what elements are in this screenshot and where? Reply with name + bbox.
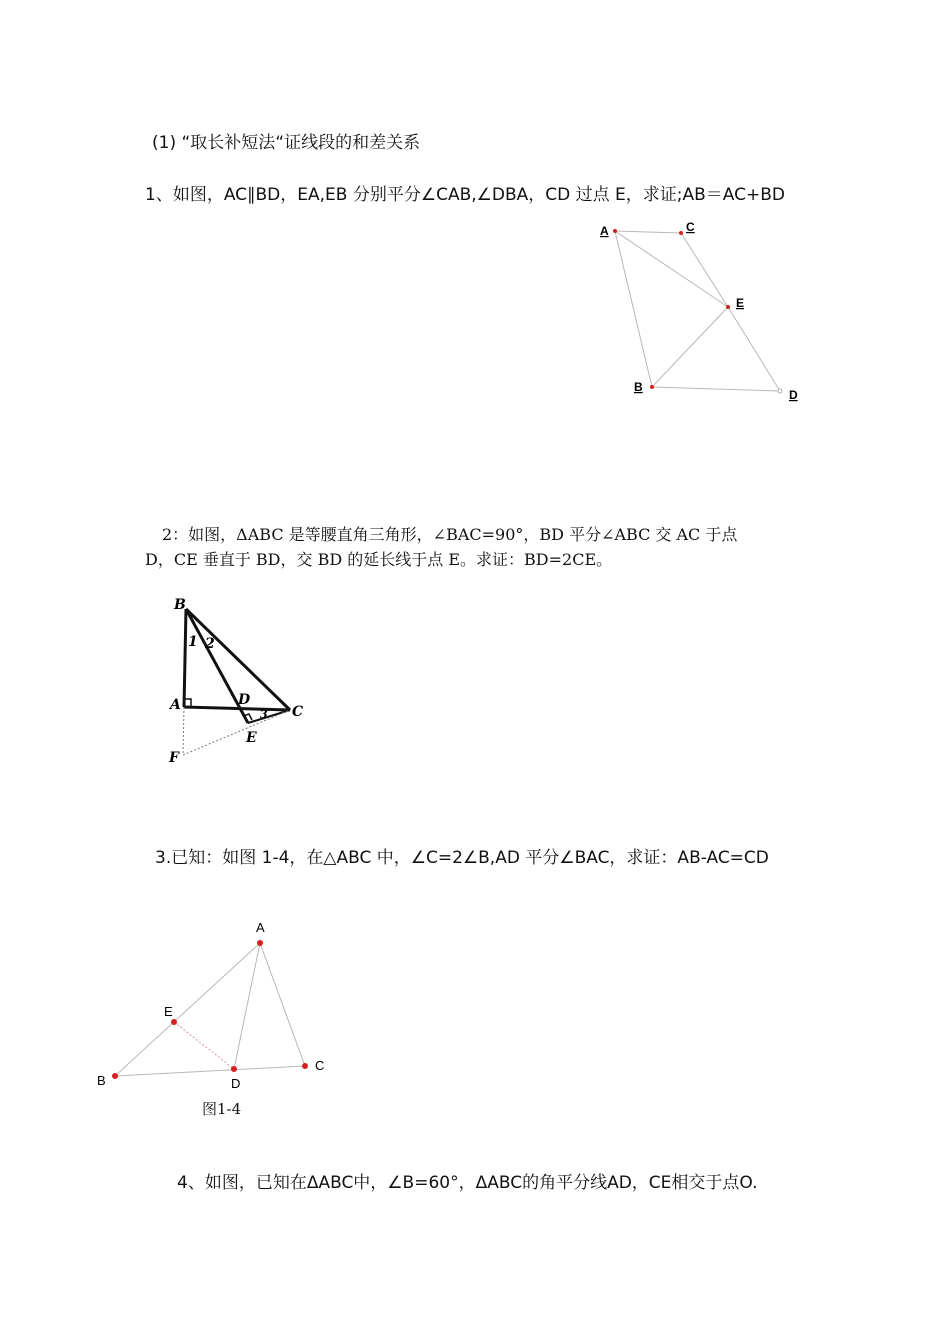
point-d [231,1066,237,1072]
label-f: F [169,750,179,766]
figure-1-4-caption: 图1-4 [202,1100,242,1118]
label-c: C [686,220,695,234]
problem-1-text: 1、如图，AC∥BD，EA,EB 分别平分∠CAB,∠DBA，CD 过点 E，求证;AB＝AC+BD [145,185,786,205]
segment-ac [260,943,305,1066]
label-e: E [164,1004,173,1019]
point-e [171,1019,177,1025]
segment-ab [115,943,260,1076]
point-a [257,940,263,946]
label-d: D [789,388,798,402]
label-c: C [292,704,304,720]
angle-label-2: 2 [205,636,215,652]
angle-label-3: 3 [260,708,268,721]
point-c [302,1063,308,1069]
point-b [112,1073,118,1079]
segment-ed [174,1022,234,1069]
segment-ad [234,943,260,1069]
label-b: B [634,380,643,394]
label-b: B [174,597,186,613]
label-a: A [170,697,181,713]
label-d: D [238,692,251,708]
problem-4-text: 4、如图，已知在ΔABC中，∠B=60°，ΔABC的角平分线AD，CE相交于点O. [177,1173,758,1193]
problem-3-text: 3.已知：如图 1-4，在△ABC 中，∠C=2∠B,AD 平分∠BAC，求证：AB-AC=CD [155,848,769,868]
label-e: E [736,296,745,310]
section-title: (1) “取长补短法“证线段的和差关系 [152,133,421,153]
label-e: E [246,730,257,746]
label-d: D [231,1076,241,1091]
angle-label-1: 1 [188,634,198,650]
segment-bc [115,1066,305,1076]
label-a: A [600,224,609,238]
problem-2-line-2: D，CE 垂直于 BD，交 BD 的延长线于点 E。求证：BD=2CE。 [145,550,613,569]
problem-2-line-1: 2：如图，ΔABC 是等腰直角三角形，∠BAC=90°，BD 平分∠ABC 交 AC 于点 [162,525,738,544]
label-b: B [97,1073,106,1088]
label-c: C [315,1058,325,1073]
label-a: A [256,920,265,935]
